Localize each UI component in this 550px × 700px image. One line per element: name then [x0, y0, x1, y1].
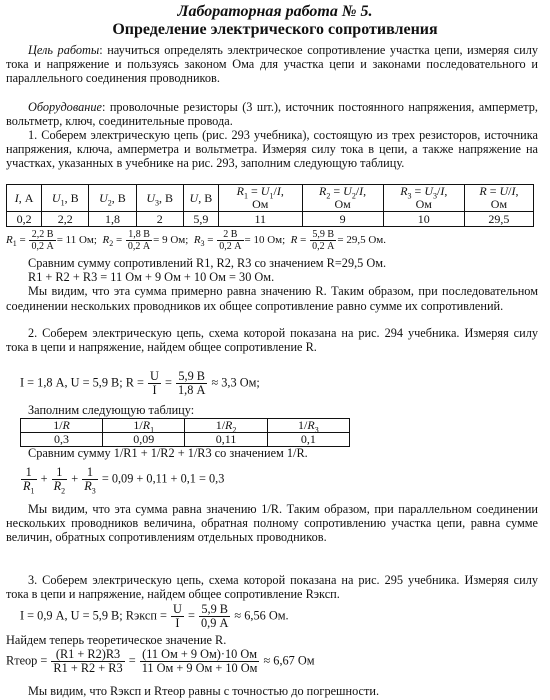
step1-paragraph [6, 128, 538, 171]
step2-paragraph [6, 326, 538, 354]
frac-denominator: R1 + R2 + R3 [53, 661, 123, 675]
compare1-line2: R1 + R2 + R3 = 11 Ом + 9 Ом + 10 Ом = 30 Ом. [28, 270, 275, 285]
frac-denominator: 0,9 А [201, 616, 229, 630]
frac-numerator: 1,8 В [126, 229, 152, 241]
table-header-cell: $U_2$, В [89, 185, 136, 212]
frac-numerator: 1 [21, 466, 37, 480]
frac-numerator: (R1 + R2)R3 [51, 648, 124, 662]
table2-intro-text: Заполним следующую таблицу: [28, 403, 195, 417]
step3-formula: I = 0,9 А, U = 5,9 В; Rэксп = $\frac{U}{I}$ = $\frac{5,9 В}{0,9 А}$ ≈ 6,56 Ом. [20, 602, 289, 630]
table-header-cell: R = U/I, Ом [464, 185, 533, 212]
calc-result: = 29,5 Ом [337, 234, 384, 247]
table-header-cell: $1/R_3$ [267, 419, 349, 433]
measurements-table [6, 184, 534, 227]
doc-subtitle: Определение электрического сопротивления [112, 21, 438, 38]
table-header-cell: $R_3 = U_3/I$, Ом [383, 185, 464, 212]
table-cell: 0,09 [103, 433, 185, 447]
table-cell: 0,2 [7, 212, 42, 227]
frac-numerator: 5,9 В [199, 603, 230, 617]
frac-numerator: 1 [52, 466, 68, 480]
table-cell: 5,9 [183, 212, 218, 227]
formula-right: ≈ 3,3 Ом; [211, 375, 260, 390]
table-header-cell: $1/R_2$ [185, 419, 267, 433]
table-cell: 29,5 [464, 212, 533, 227]
table-cell: 1,8 [89, 212, 136, 227]
compare1-block [6, 256, 538, 313]
table-cell: 11 [218, 212, 302, 227]
final-conclusion-block [6, 684, 538, 698]
reciprocal-table [20, 418, 350, 447]
equipment-label: Оборудование [28, 100, 102, 114]
table-cell: 10 [383, 212, 464, 227]
final-conclusion: Мы видим, что Rэксп и Rтеор равны с точностью до погрешности. [28, 684, 380, 698]
frac-numerator: (11 Ом + 9 Ом)·10 Ом [140, 648, 260, 662]
frac-numerator: 5,9 В [310, 229, 336, 241]
step2-text: 2. Соберем электрическую цепь, схема которой показана на рис. 294 учебника. Измеряя силу тока в цепи и напряжение, найдем общее сопротивление R. [6, 326, 538, 355]
theory-intro: Найдем теперь теоретическое значение R. [6, 633, 227, 647]
table-cell: 2,2 [42, 212, 89, 227]
theory-formula: Rтеор = $\frac{(R1 + R2)R3}{R1 + R2 + R3}$ = $\frac{(11 Ом + 9 Ом)\cdot 10 Ом}{11 Ом + 9 Ом + 10 Ом}$ ≈ 6,67 Ом [6, 647, 315, 675]
calc-result: = 10 Ом [244, 234, 283, 247]
compare1-line1: Сравним сумму сопротивлений R1, R2, R3 со значением R=29,5 Ом. [28, 256, 387, 270]
frac-denominator: 0,2 А [219, 241, 242, 252]
compare1-conclusion: Мы видим, что эта сумма примерно равна значению R. Таким образом, при последовательном соединении нескольких проводников их общее сопротивление равно сумме их сопротивлений. [6, 284, 538, 313]
table-cell: 2 [136, 212, 183, 227]
table-cell: 0,1 [267, 433, 349, 447]
table-cell: 9 [302, 212, 383, 227]
reciprocal-sum-formula: $\frac{1}{R_1}$ + $\frac{1}{R_2}$ + $\frac{1}{R_3}$ = 0,09 + 0,11 + 0,1 = 0,3 [23, 465, 225, 496]
goal-paragraph [6, 43, 538, 86]
table-cell: 0,11 [185, 433, 267, 447]
frac-denominator: 0,2 А [31, 241, 54, 252]
equipment-paragraph [6, 100, 538, 128]
frac-numerator: 2 В [217, 229, 243, 241]
table-header-row [21, 419, 350, 433]
table-header-cell: $U_1$, В [42, 185, 89, 212]
frac-numerator: U [173, 602, 182, 616]
frac-numerator: 5,9 В [176, 370, 207, 384]
theory-intro-block [6, 633, 538, 647]
step2-formula: I = 1,8 А, U = 5,9 В; R = $\frac{U}{I}$ = $\frac{5,9 В}{1,8 А}$ ≈ 3,3 Ом; [20, 369, 260, 397]
compare2-conclusion: Мы видим, что эта сумма равна значению 1/R. Таким образом, при параллельном соединении нескольких проводников величина, обратная полному сопротивлению участка цепи, равна сумме величин, обратных сопротивлениям отдельных проводников. [6, 502, 538, 545]
table-header-cell: $R_1 = U_1/I$, Ом [218, 185, 302, 212]
frac-denominator: 1,8 А [178, 383, 206, 397]
compare2-line1-block [6, 446, 538, 460]
table-header-cell: I, А [7, 185, 42, 212]
formula-right: ≈ 6,67 Ом [263, 653, 315, 668]
frac-denominator: 0,2 А [312, 241, 335, 252]
doc-title: Лабораторная работа № 5. [177, 3, 373, 20]
frac-denominator: 11 Ом + 9 Ом + 10 Ом [141, 661, 258, 675]
sum-result: = 0,09 + 0,11 + 0,1 = 0,3 [101, 471, 225, 486]
formula-right: ≈ 6,56 Ом. [234, 608, 289, 623]
calc-result: = 11 Ом [56, 234, 94, 247]
frac-numerator: 1 [82, 466, 98, 480]
table-row [7, 212, 534, 227]
table-cell: 0,3 [21, 433, 103, 447]
table-row [21, 433, 350, 447]
formula-left: I = 1,8 А, U = 5,9 В; R = [20, 375, 144, 390]
resistance-calculations: $R_1$ = $\frac{2,2 В}{0,2 А}$ = 11 Ом; $R_2$ = $\frac{1,8 В}{0,2 А}$ = 9 Ом; $R_3$ = $\frac{2 В}{0,2 А}$ = 10 Ом; R = $\frac{5,9 В}{0,2 А}$ = 29,5 Ом. [6, 229, 386, 252]
table-header-cell: U, В [183, 185, 218, 212]
frac-denominator: 0,2 А [127, 241, 151, 252]
formula-left: Rтеор = [6, 653, 48, 668]
goal-label: Цель работы [28, 43, 100, 57]
table-header-cell: $R_2 = U_2/I$, Ом [302, 185, 383, 212]
frac-numerator: 2,2 В [29, 229, 55, 241]
frac-denominator: I [152, 383, 157, 397]
compare2-conclusion-block [6, 502, 538, 545]
frac-numerator: U [150, 369, 159, 383]
table-header-cell: 1/R [21, 419, 103, 433]
step3-paragraph [6, 573, 538, 601]
frac-denominator: $R_2$ [53, 479, 66, 496]
table2-intro [6, 403, 538, 417]
table-header-row [7, 185, 534, 212]
equipment-text: : проволочные резисторы (3 шт.), источник постоянного напряжения, амперметр, вольтметр, ключ, соединительные провода. [6, 100, 538, 129]
goal-text: : научиться определять электрическое сопротивление участка цепи, измеряя силу тока и напряжение и пользуясь законом Ома для участка цепи и законами последовательного и параллельного соединения проводников. [6, 43, 538, 86]
table-header-cell: $U_3$, В [136, 185, 183, 212]
frac-denominator: I [175, 616, 180, 630]
step1-text: 1. Соберем электрическую цепь (рис. 293 учебника), состоящую из трех резисторов, источника напряжения, ключа, амперметра и вольтметра. Измеряя силу тока в цепи, а также напряжение на участках, указанных в учебнике на рис. 293, заполним следующую таблицу. [6, 128, 538, 171]
formula-left: I = 0,9 А, U = 5,9 В; Rэксп = [20, 608, 167, 623]
compare2-line1: Сравним сумму 1/R1 + 1/R2 + 1/R3 со значением 1/R. [28, 446, 308, 460]
frac-denominator: $R_1$ [23, 479, 35, 496]
step3-text: 3. Соберем электрическую цепь, схема которой показана на рис. 295 учебника. Измеряя силу тока в цепи и напряжение, найдем общее сопротивление Rэксп. [6, 573, 538, 602]
frac-denominator: $R_3$ [84, 479, 96, 496]
calc-result: = 9 Ом [153, 234, 186, 247]
table-header-cell: $1/R_1$ [103, 419, 185, 433]
